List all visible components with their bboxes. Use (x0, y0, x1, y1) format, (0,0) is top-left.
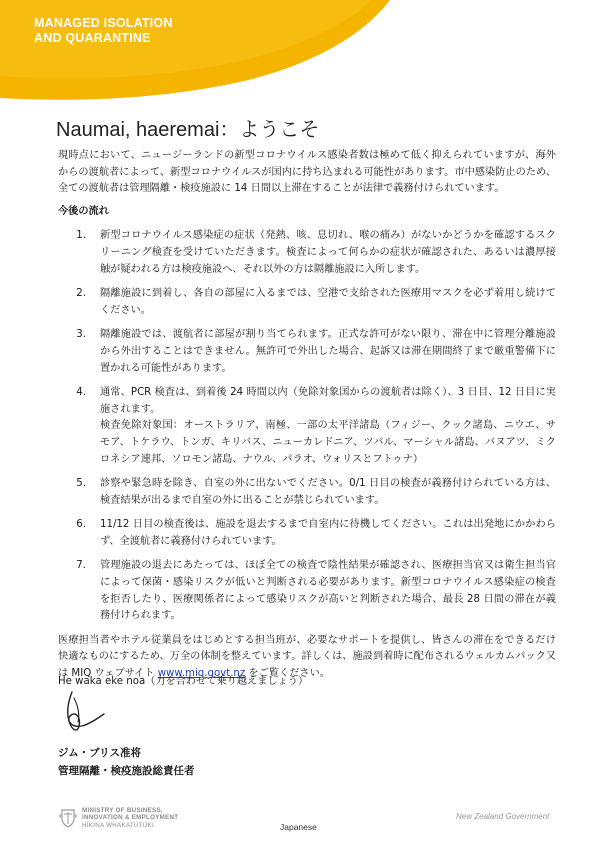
closing-text: 医療担当者やホテル従業員をはじめとする担当班が、必要なサポートを提供し、皆さんの滞在をできるだけ快適なものにするため、万全の体制を整えています。詳しくは、施設到着時に配布されるウェルカムパック又は MIQ ウェブサイト (58, 634, 556, 680)
step-text: 管理施設の退去にあたっては、ほぼ全ての検査で陰性結果が確認され、医療担当官又は衛生担当官によって保菌・感染リスクが低いと判断される必要があります。新型コロナウイルス感染症の検査を拒否したり、医療関係者によって感染リスクが高いと判断された場合、最長 28 日間の滞在が義務付けられます。 (100, 560, 556, 622)
step-number: 1. (76, 230, 86, 242)
miq-website-link[interactable]: www.miq.govt.nz (157, 668, 246, 680)
letter-body (58, 148, 556, 683)
brand-line-1: MANAGED ISOLATION (34, 16, 173, 30)
step-text-main: 通常、PCR 検査は、到着後 24 時間以内（免除対象国からの渡航者は除く）、3 日目、12 日目に実施されます。 (100, 387, 556, 415)
step-text: 隔離施設に到着し、各自の部屋に入るまでは、空港で支給された医療用マスクを必ず着用し続けてください。 (100, 288, 556, 316)
steps-list (58, 228, 556, 624)
closing-text-end: をご覧ください。 (245, 668, 330, 680)
step-item (58, 228, 556, 278)
ministry-line-3: HĪKINA WHAKATUTUKI (82, 821, 154, 829)
coat-of-arms-icon (58, 806, 78, 830)
nz-government-logo: New Zealand Government (456, 812, 550, 821)
step-text: 11/12 日目の検査後は、施設を退去するまで自室内に待機してください。これは出発地にかかわらず、全渡航者に義務付けられています。 (100, 519, 556, 547)
ministry-line-1: MINISTRY OF BUSINESS, (82, 807, 163, 815)
step-number: 2. (76, 288, 86, 300)
signer-block (58, 744, 195, 780)
signature-image (58, 688, 108, 736)
step-text: 診察や緊急時を除き、自室の外に出ないでください。0/1 日目の検査が義務付けられている方は、検査結果が出るまで自室の外に出ることが禁じられています。 (100, 478, 556, 506)
step-number: 3. (76, 329, 86, 341)
step-item (58, 385, 556, 468)
step-number: 5. (76, 478, 86, 490)
step-text: 隔離施設では、渡航者に部屋が割り当てられます。正式な許可がない限り、滞在中に管理分離施設から外出することはできません。無許可で外出した場合、起訴又は滞在期間終了まで厳重警備下に置かれる可能性があります。 (100, 329, 556, 374)
step-item (58, 286, 556, 319)
step-item (58, 476, 556, 509)
exempt-countries-text: 検査免除対象国：オーストラリア、南極、一部の太平洋諸島（フィジー、クック諸島、ニウエ、サモア、トケラウ、トンガ、キリバス、ニューカレドニア、ツバル、マーシャル諸島、バヌアツ、ミクロネシア連邦、ソロモン諸島、ナウル、パラオ、ウォリスとフトゥナ） (100, 420, 556, 465)
brand-line-2: AND QUARANTINE (34, 31, 151, 45)
page-title: Naumai, haeremai：ようこそ (56, 119, 320, 141)
language-label: Japanese (280, 822, 317, 832)
ministry-name (82, 807, 178, 829)
signer-name: ジム・ブリス准将 (58, 747, 141, 759)
step-item (58, 558, 556, 624)
signer-title: 管理隔離・検疫施設総責任者 (58, 765, 195, 777)
ministry-logo (58, 806, 178, 830)
step-text (100, 385, 556, 468)
brand-title (34, 16, 173, 46)
section-heading: 今後の流れ (58, 205, 109, 217)
step-number: 4. (76, 387, 86, 399)
step-text: 新型コロナウイルス感染症の症状（発熱、咳、息切れ、喉の痛み）がないかどうかを確認するスクリーニング検査を受けていただきます。検査によって何らかの症状が確認された、あるいは濃厚接触が疑われる方は検疫施設へ、それ以外の方は隔離施設に入所します。 (100, 230, 556, 275)
step-number: 7. (76, 560, 86, 572)
motto-text: He waka eke noa（力を合わせて乗り越えましょう） (58, 676, 309, 687)
step-item (58, 327, 556, 377)
intro-paragraph: 現時点において、ニュージーランドの新型コロナウイルス感染者数は極めて低く抑えられていますが、海外からの渡航者によって、新型コロナウイルスが国内に持ち込まれる可能性があります。市中感染防止のため、全ての渡航者は管理隔離・検疫施設に 14 日間以上滞在することが法律で義務付けられています。 (58, 150, 556, 195)
ministry-line-2: INNOVATION & EMPLOYMENT (82, 814, 179, 822)
step-number: 6. (76, 519, 86, 531)
step-item (58, 517, 556, 550)
